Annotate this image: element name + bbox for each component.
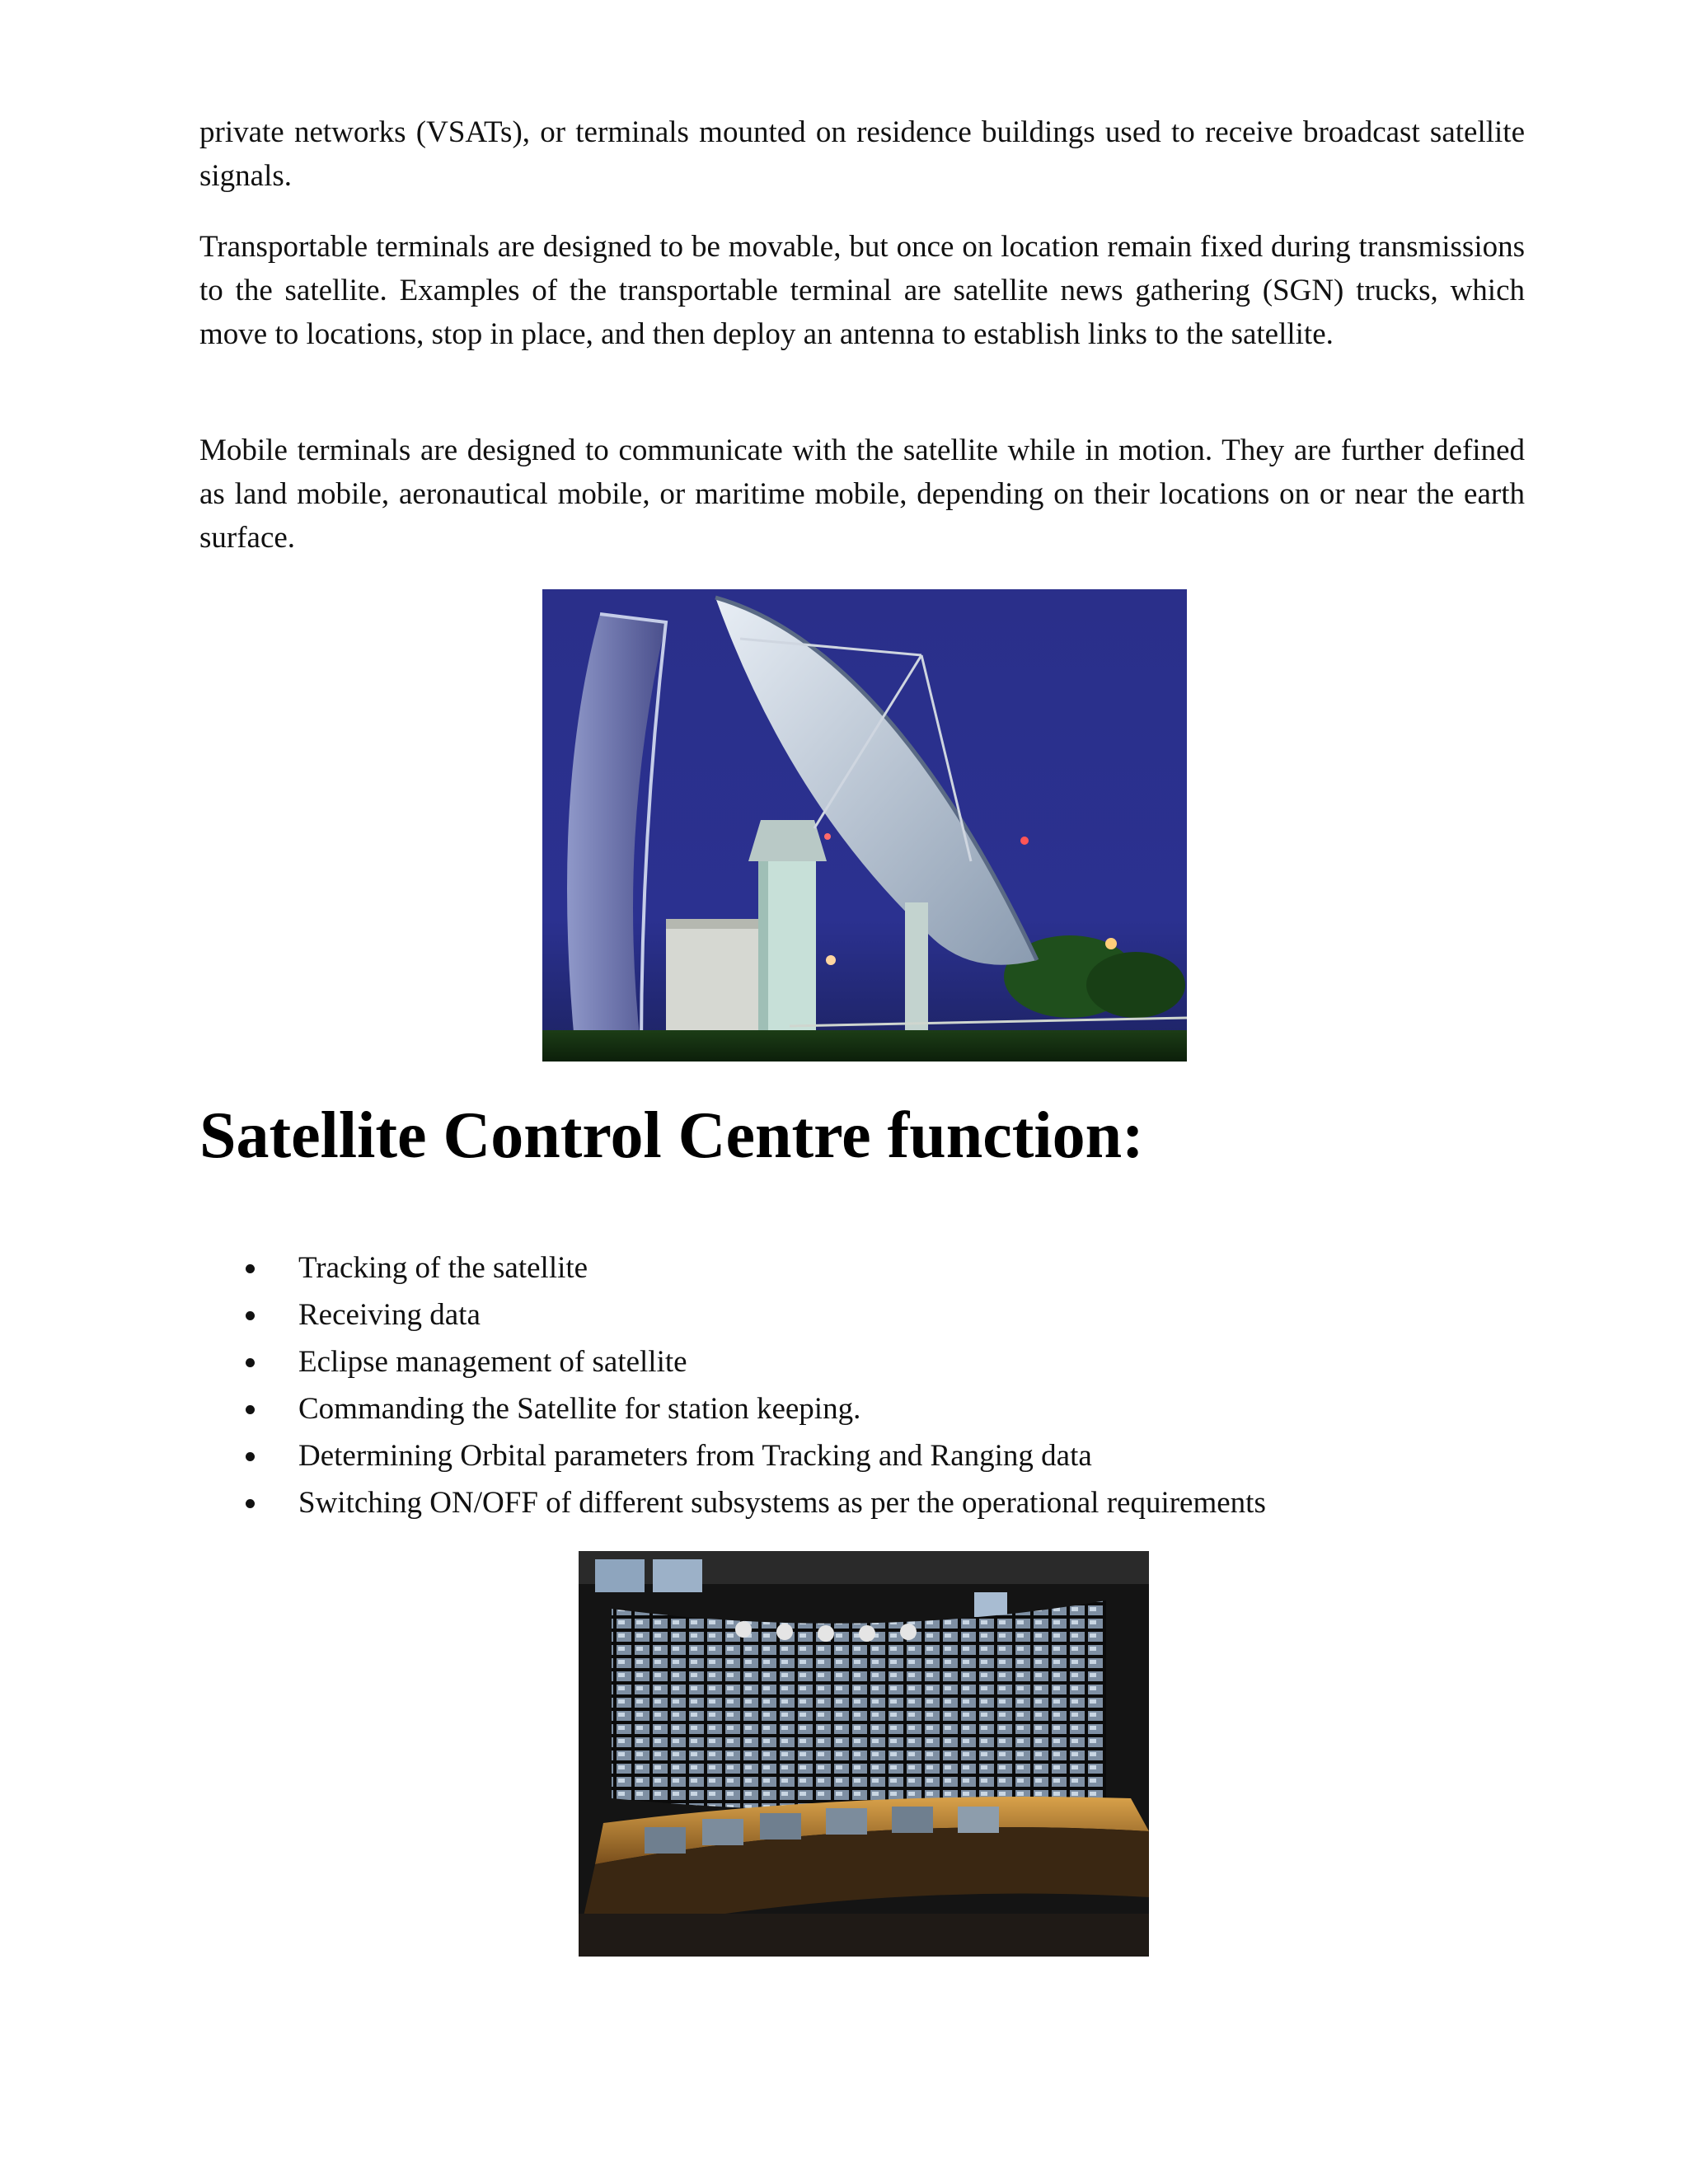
- list-item-text: Commanding the Satellite for station keeping.: [298, 1392, 861, 1426]
- list-item-text: Receiving data: [298, 1298, 481, 1332]
- list-item-text: Tracking of the satellite: [298, 1251, 588, 1285]
- list-item: [199, 1432, 1266, 1479]
- bullet-icon: [246, 1499, 255, 1508]
- bullet-icon: [246, 1452, 255, 1461]
- paragraph-vsat-terminals: private networks (VSATs), or terminals mounted on residence buildings used to receive broadcast satellite signals.: [199, 115, 1525, 193]
- list-item-text: Eclipse management of satellite: [298, 1345, 687, 1379]
- control-room-photo: [579, 1551, 1149, 1957]
- functions-list: [199, 1244, 1266, 1526]
- bullet-icon: [246, 1264, 255, 1273]
- control-room-illustration: [579, 1551, 1149, 1957]
- list-item: [199, 1291, 1266, 1338]
- list-item-text: Switching ON/OFF of different subsystems as per the operational requirements: [298, 1486, 1266, 1520]
- bullet-icon: [246, 1358, 255, 1367]
- bullet-icon: [246, 1311, 255, 1320]
- list-item: [199, 1385, 1266, 1432]
- list-item: [199, 1338, 1266, 1385]
- section-heading: Satellite Control Centre function:: [199, 1099, 1144, 1172]
- bullet-icon: [246, 1405, 255, 1414]
- satellite-dish-illustration: [542, 589, 1187, 1062]
- list-item: [199, 1244, 1266, 1291]
- paragraph-mobile-terminals: Mobile terminals are designed to communicate with the satellite while in motion. They are further defined as land mobile, aeronautical mobile, or maritime mobile, depending on their locations on or near the earth surface.: [199, 434, 1525, 555]
- list-item-text: Determining Orbital parameters from Tracking and Ranging data: [298, 1439, 1092, 1473]
- list-item: [199, 1479, 1266, 1526]
- paragraph-transportable-terminals: Transportable terminals are designed to be movable, but once on location remain fixed during transmissions to the satellite. Examples of the transportable terminal are satellite news gathering (SGN) trucks, which move to locations, stop in place, and then deploy an antenna to establish links to the satellite.: [199, 230, 1525, 351]
- satellite-dish-photo: [542, 589, 1187, 1062]
